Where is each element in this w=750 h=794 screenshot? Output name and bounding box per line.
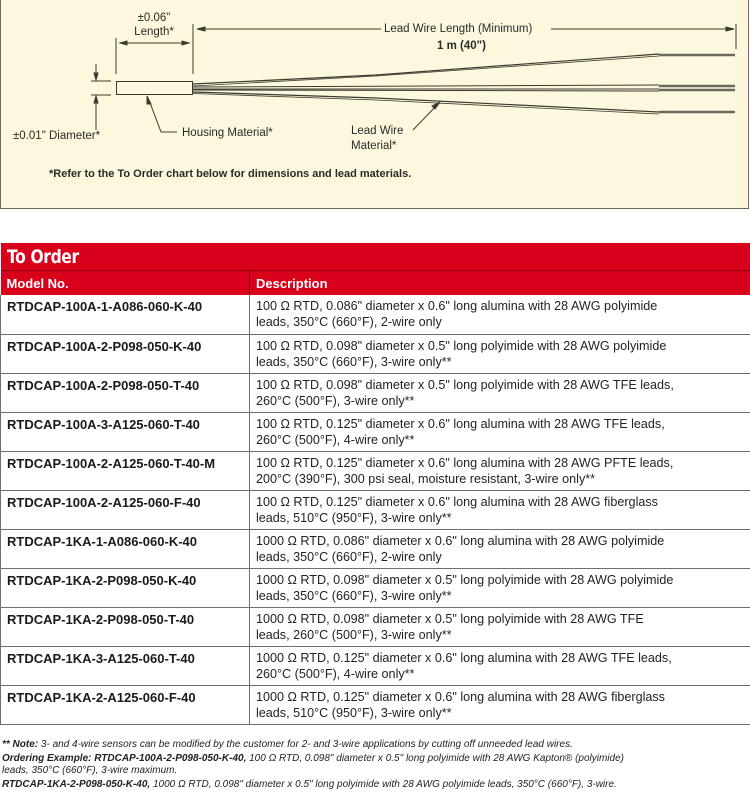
table-row [1, 412, 750, 451]
model-number: RTDCAP-100A-2-A125-060-F-40 [1, 490, 250, 529]
description: 100 Ω RTD, 0.125" diameter x 0.6" long alumina with 28 AWG PFTE leads, 200°C (390°F), 300 psi seal, moisture resistant, 3-wire only** [250, 451, 750, 490]
model-number: RTDCAP-1KA-2-P098-050-K-40 [1, 568, 250, 607]
description: 1000 Ω RTD, 0.098" diameter x 0.5" long polyimide with 28 AWG TFE leads, 260°C (500°F), 3-wire only** [250, 607, 750, 646]
table-row [1, 568, 750, 607]
description: 1000 Ω RTD, 0.125" diameter x 0.6" long alumina with 28 AWG TFE leads, 260°C (500°F), 4-wire only** [250, 646, 750, 685]
description: 1000 Ω RTD, 0.125" diameter x 0.6" long alumina with 28 AWG fiberglass leads, 510°C (950°F), 3-wire only** [250, 685, 750, 724]
model-number: RTDCAP-100A-2-P098-050-K-40 [1, 334, 250, 373]
table-row [1, 373, 750, 412]
ordering-example-2: RTDCAP-1KA-2-P098-050-K-40, 1000 Ω RTD, 0.098" diameter x 0.5" long polyimide with 28 AWG polyimide leads, 350°C (660°F), 3-wire. [2, 778, 617, 790]
description: 100 Ω RTD, 0.098" diameter x 0.5" long polyimide with 28 AWG polyimide leads, 350°C (660°F), 3-wire only** [250, 334, 750, 373]
lead-wire-material-label-line2: Material* [351, 140, 397, 152]
sensor-dimension-diagram [0, 0, 749, 209]
length-label: Length* [134, 26, 174, 38]
table-row [1, 295, 750, 334]
table-row [1, 646, 750, 685]
model-number: RTDCAP-100A-2-P098-050-T-40 [1, 373, 250, 412]
table-title: To Order [1, 243, 750, 271]
model-number: RTDCAP-1KA-2-P098-050-T-40 [1, 607, 250, 646]
table-title-row [1, 243, 750, 271]
column-header-description: Description [250, 271, 750, 296]
table-row [1, 334, 750, 373]
description: 100 Ω RTD, 0.098" diameter x 0.5" long polyimide with 28 AWG TFE leads, 260°C (500°F), 3-wire only** [250, 373, 750, 412]
wire-modification-note: ** Note: 3- and 4-wire sensors can be modified by the customer for 2- and 3-wire applications by cutting off unneeded lead wires. [2, 739, 573, 750]
model-number: RTDCAP-1KA-3-A125-060-T-40 [1, 646, 250, 685]
column-header-model: Model No. [1, 271, 250, 296]
table-row [1, 451, 750, 490]
description: 100 Ω RTD, 0.125" diameter x 0.6" long alumina with 28 AWG TFE leads, 260°C (500°F), 4-wire only** [250, 412, 750, 451]
ordering-example: Ordering Example: RTDCAP-100A-2-P098-050-K-40, 100 Ω RTD, 0.098" diameter x 0.5" long polyimide with 28 AWG Kapton® (polyimide) leads, 350°C (660°F), 3-wire maximum. [2, 752, 624, 776]
description: 100 Ω RTD, 0.086" diameter x 0.6" long alumina with 28 AWG polyimide leads, 350°C (660°F), 2-wire only [250, 295, 750, 334]
lead-wire-length-value: 1 m (40") [437, 40, 486, 52]
model-number: RTDCAP-1KA-2-A125-060-F-40 [1, 685, 250, 724]
model-number: RTDCAP-1KA-1-A086-060-K-40 [1, 529, 250, 568]
description: 1000 Ω RTD, 0.086" diameter x 0.6" long alumina with 28 AWG polyimide leads, 350°C (660°F), 2-wire only [250, 529, 750, 568]
model-number: RTDCAP-100A-3-A125-060-T-40 [1, 412, 250, 451]
housing-material-label: Housing Material* [182, 127, 273, 139]
model-number: RTDCAP-100A-1-A086-060-K-40 [1, 295, 250, 334]
description: 1000 Ω RTD, 0.098" diameter x 0.5" long polyimide with 28 AWG polyimide leads, 350°C (660°F), 3-wire only** [250, 568, 750, 607]
lead-wire-material-label-line1: Lead Wire [351, 125, 404, 137]
lead-wire-length-label: Lead Wire Length (Minimum) [384, 23, 533, 35]
table-row [1, 685, 750, 724]
model-number: RTDCAP-100A-2-A125-060-T-40-M [1, 451, 250, 490]
table-row [1, 490, 750, 529]
description: 100 Ω RTD, 0.125" diameter x 0.6" long alumina with 28 AWG fiberglass leads, 510°C (950°F), 3-wire only** [250, 490, 750, 529]
table-row [1, 529, 750, 568]
footnotes [2, 739, 748, 791]
diameter-label: ±0.01" Diameter* [13, 130, 101, 142]
diagram-footnote: *Refer to the To Order chart below for dimensions and lead materials. [49, 168, 412, 180]
length-tolerance-label: ±0.06" [137, 12, 171, 24]
table-row [1, 607, 750, 646]
table-header-row [1, 271, 750, 296]
to-order-table [0, 243, 750, 725]
